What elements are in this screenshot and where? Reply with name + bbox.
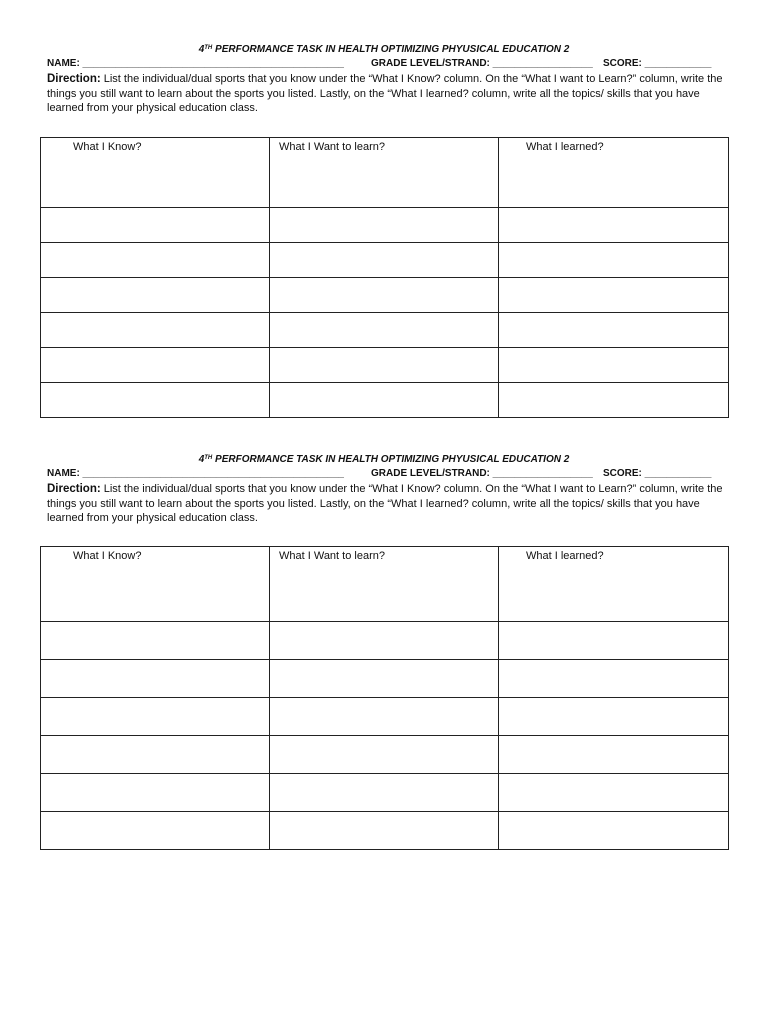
header-cell (270, 547, 499, 622)
answer-cell[interactable] (41, 208, 270, 243)
grade-level-field[interactable]: GRADE LEVEL/STRAND: __________________ (371, 468, 593, 479)
answer-cell[interactable] (499, 698, 729, 736)
answer-cell[interactable] (499, 660, 729, 698)
direction-text: List the individual/dual sports that you know under the “What I Know? column. On the “What I want to Learn?” column, write the things you still want to learn about the sports you listed. Lastly, on the “What I learned? column, write all the topics/ skills that you have learned from your physical education class. (47, 73, 723, 114)
column-header-what-i-learned: What I learned? (526, 141, 604, 153)
direction-label: Direction: (47, 483, 101, 495)
answer-cell[interactable] (499, 774, 729, 812)
answer-cell[interactable] (41, 660, 270, 698)
answer-cell[interactable] (41, 736, 270, 774)
table-row (41, 812, 729, 850)
answer-cell[interactable] (499, 243, 729, 278)
table-row (41, 313, 729, 348)
table-row (41, 622, 729, 660)
answer-cell[interactable] (270, 278, 499, 313)
answer-cell[interactable] (499, 736, 729, 774)
answer-cell[interactable] (270, 622, 499, 660)
direction-paragraph (47, 72, 727, 116)
header-cell (499, 138, 729, 208)
answer-cell[interactable] (270, 243, 499, 278)
title-text: PERFORMANCE TASK IN HEALTH OPTIMIZING PHYUSICAL EDUCATION 2 (212, 454, 570, 465)
kwl-table (40, 546, 729, 850)
answer-cell[interactable] (41, 812, 270, 850)
answer-cell[interactable] (499, 313, 729, 348)
title-number: 4 (198, 454, 205, 465)
table-header-row (41, 547, 729, 622)
header-cell (41, 547, 270, 622)
answer-cell[interactable] (41, 243, 270, 278)
kwl-table (40, 137, 729, 418)
answer-cell[interactable] (270, 208, 499, 243)
answer-cell[interactable] (499, 348, 729, 383)
table-row (41, 736, 729, 774)
answer-cell[interactable] (41, 383, 270, 418)
grade-level-field[interactable]: GRADE LEVEL/STRAND: __________________ (371, 58, 593, 69)
table-row (41, 278, 729, 313)
direction-label: Direction: (47, 73, 101, 85)
score-field[interactable]: SCORE: ____________ (603, 58, 712, 69)
column-header-what-i-want-to-learn: What I Want to learn? (279, 550, 385, 562)
header-cell (270, 138, 499, 208)
answer-cell[interactable] (270, 736, 499, 774)
table-row (41, 208, 729, 243)
column-header-what-i-know: What I Know? (73, 550, 142, 562)
answer-cell[interactable] (270, 812, 499, 850)
table-row (41, 243, 729, 278)
answer-cell[interactable] (499, 278, 729, 313)
answer-cell[interactable] (41, 278, 270, 313)
column-header-what-i-know: What I Know? (73, 141, 142, 153)
header-cell (41, 138, 270, 208)
answer-cell[interactable] (499, 812, 729, 850)
name-field[interactable]: NAME: _______________________________________________ (47, 468, 344, 479)
answer-cell[interactable] (270, 348, 499, 383)
answer-cell[interactable] (41, 774, 270, 812)
direction-paragraph (47, 482, 727, 526)
worksheet-title (0, 44, 768, 56)
title-superscript: TH (204, 45, 213, 51)
answer-cell[interactable] (270, 660, 499, 698)
answer-cell[interactable] (270, 774, 499, 812)
answer-cell[interactable] (499, 208, 729, 243)
table-header-row (41, 138, 729, 208)
direction-text: List the individual/dual sports that you know under the “What I Know? column. On the “What I want to Learn?” column, write the things you still want to learn about the sports you listed. Lastly, on the “What I learned? column, write all the topics/ skills that you have learned from your physical education class. (47, 483, 723, 524)
answer-cell[interactable] (499, 383, 729, 418)
table-row (41, 698, 729, 736)
table-row (41, 383, 729, 418)
info-line (0, 58, 768, 70)
answer-cell[interactable] (270, 383, 499, 418)
answer-cell[interactable] (41, 313, 270, 348)
table-row (41, 774, 729, 812)
answer-cell[interactable] (41, 622, 270, 660)
answer-cell[interactable] (270, 698, 499, 736)
header-cell (499, 547, 729, 622)
column-header-what-i-want-to-learn: What I Want to learn? (279, 141, 385, 153)
title-superscript: TH (204, 455, 213, 461)
title-text: PERFORMANCE TASK IN HEALTH OPTIMIZING PHYUSICAL EDUCATION 2 (212, 44, 570, 55)
title-number: 4 (198, 44, 205, 55)
answer-cell[interactable] (41, 348, 270, 383)
name-field[interactable]: NAME: _______________________________________________ (47, 58, 344, 69)
answer-cell[interactable] (41, 698, 270, 736)
table-row (41, 660, 729, 698)
info-line (0, 468, 768, 480)
column-header-what-i-learned: What I learned? (526, 550, 604, 562)
answer-cell[interactable] (499, 622, 729, 660)
worksheet-title (0, 454, 768, 466)
answer-cell[interactable] (270, 313, 499, 348)
table-row (41, 348, 729, 383)
score-field[interactable]: SCORE: ____________ (603, 468, 712, 479)
